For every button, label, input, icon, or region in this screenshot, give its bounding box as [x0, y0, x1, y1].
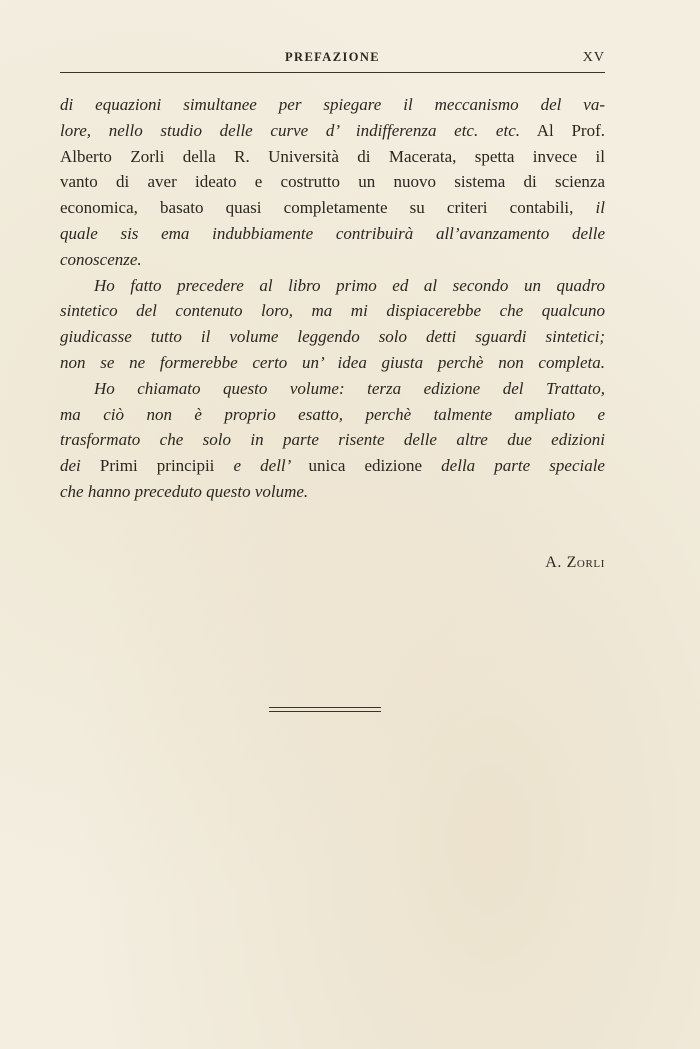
text-line: che hanno preceduto questo volume. [60, 481, 309, 501]
end-rule [269, 707, 381, 708]
signature-surname: Zorli [566, 554, 605, 571]
text-run: lore, nello studio delle curve d’ indifferenza etc. etc. [60, 120, 520, 140]
header-rule [60, 72, 605, 73]
running-header [60, 50, 605, 72]
text-run: Primi principii [99, 456, 215, 476]
page-title: PREFAZIONE [284, 50, 381, 64]
text-line: sintetico del contenuto loro, ma mi dispiacerebbe che qualcuno [60, 301, 605, 321]
text-line: Alberto Zorli della R. Università di Macerata, spetta invece il [60, 146, 605, 166]
text-line: trasformato che solo in parte risente delle altre due edizioni [60, 430, 605, 450]
text-line: di equazioni simultanee per spiegare il meccanismo del va- [60, 95, 605, 114]
text-line: ma ciò non è proprio esatto, perchè talmente ampliato e [60, 404, 605, 424]
signature-initial: A. [545, 554, 567, 571]
text-run: unica edizione [308, 456, 423, 476]
text-run: dei [60, 456, 100, 476]
text-run: il [595, 198, 605, 218]
author-signature [545, 554, 605, 572]
text-line: conoscenze. [60, 249, 142, 269]
text-line: quale sis ema indubbiamente contribuirà all’avanzamento delle [60, 223, 605, 243]
text-line [60, 118, 605, 144]
text-line: Ho chiamato questo volume: terza edizione del Trattato, [94, 378, 605, 398]
text-line [60, 453, 605, 479]
end-rule [269, 711, 381, 712]
text-run: e dell’ [214, 456, 309, 476]
text-line: non se ne formerebbe certo un’ idea giusta perchè non completa. [60, 352, 605, 372]
text-run: economica, basato quasi completamente su criteri contabili, [60, 198, 596, 218]
page-number: XV [582, 50, 605, 65]
text-line: vanto di aver ideato e costrutto un nuovo sistema di scienza [60, 172, 605, 192]
text-line: Ho fatto precedere al libro primo ed al secondo un quadro [94, 275, 605, 295]
text-line: giudicasse tutto il volume leggendo solo detti sguardi sintetici; [60, 327, 605, 347]
text-run: Al Prof. [520, 120, 606, 140]
text-run: della parte speciale [422, 456, 605, 476]
text-line [60, 195, 605, 221]
body-text [60, 92, 605, 505]
